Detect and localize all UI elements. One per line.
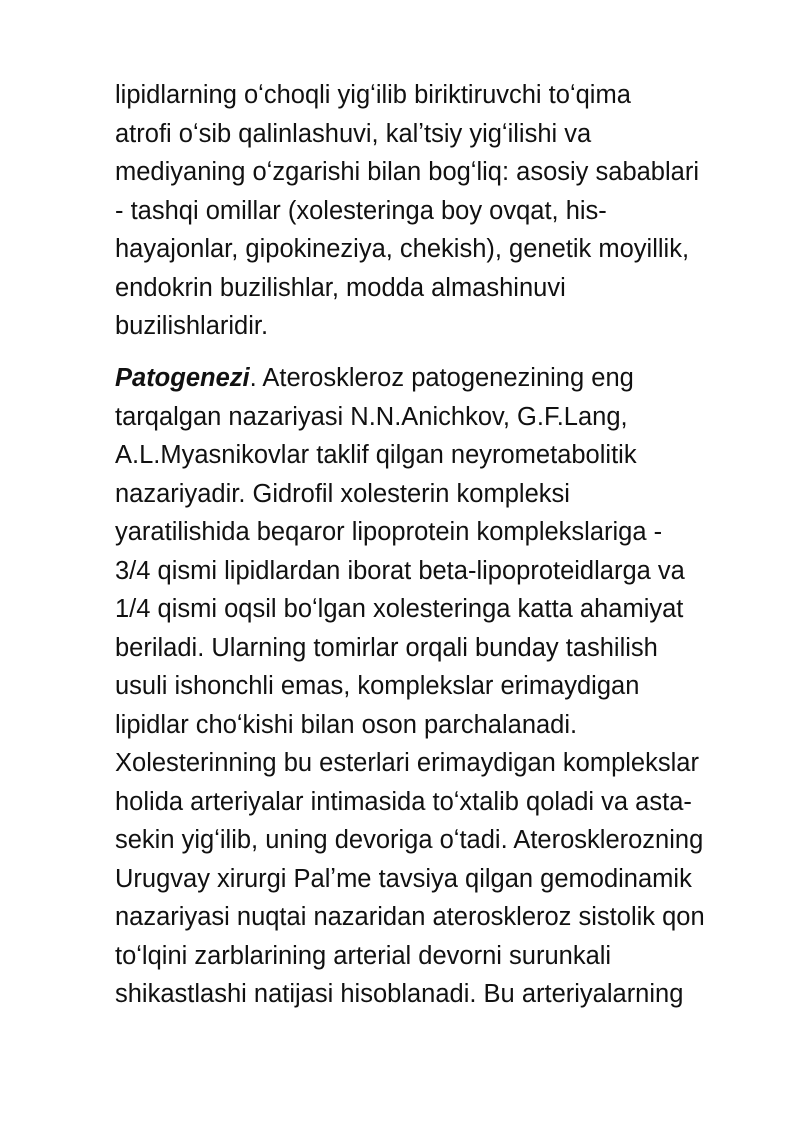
text-line: nazariyadir. Gidrofil xolesterin kompleksi — [115, 479, 570, 508]
text-line: holida arteriyalar intimasida toʻxtalib qoladi va asta- — [115, 787, 692, 816]
text-line: mediyaning oʻzgarishi bilan bogʻliq: asosiy sabablari — [115, 158, 699, 186]
text-line: atrofi oʻsib qalinlashuvi, kalʼtsiy yigʻilishi va — [115, 119, 592, 148]
text-line: Urugvay xirurgi Palʼme tavsiya qilgan gemodinamik — [115, 864, 692, 893]
text-line: Xolesterinning bu esterlari erimaydigan komplekslar — [115, 749, 699, 777]
text-line: 3/4 qismi lipidlardan iborat beta-lipoproteidlarga va — [115, 556, 685, 585]
text-line: endokrin buzilishlar, modda almashinuvi — [115, 273, 566, 302]
first-line-text: . Ateroskleroz patogenezining eng — [249, 364, 634, 392]
text-line: lipidlarning oʻchoqli yigʻilib biriktiruvchi toʻqima — [115, 81, 631, 109]
text-line-first — [115, 359, 755, 398]
text-line: yaratilishida beqaror lipoprotein komplekslariga - — [115, 518, 663, 546]
paragraph-pathogenesis — [115, 359, 755, 1014]
text-line: buzilishlaridir. — [115, 312, 269, 340]
text-line: - tashqi omillar (xolesteringa boy ovqat, his- — [115, 196, 607, 225]
text-line: sekin yigʻilib, uning devoriga oʻtadi. Aterosklerozning — [115, 826, 704, 854]
text-line: shikastlashi natijasi hisoblanadi. Bu arteriyalarning — [115, 980, 684, 1008]
text-line: A.L.Myasnikovlar taklif qilgan neyrometabolitik — [115, 441, 637, 469]
text-line: usuli ishonchli emas, komplekslar erimaydigan — [115, 672, 640, 700]
text-line: toʻlqini zarblarining arterial devorni surunkali — [115, 941, 612, 970]
text-line: tarqalgan nazariyasi N.N.Anichkov, G.F.Lang, — [115, 402, 628, 431]
text-line: hayajonlar, gipokineziya, chekish), genetik moyillik, — [115, 235, 690, 263]
text-line: nazariyasi nuqtai nazaridan ateroskleroz sistolik qon — [115, 903, 705, 931]
paragraph-etiology — [115, 76, 755, 346]
text-line: lipidlar choʻkishi bilan oson parchalanadi. — [115, 710, 578, 739]
section-term: Patogenezi — [115, 364, 250, 392]
text-line: beriladi. Ularning tomirlar orqali bunday tashilish — [115, 633, 658, 662]
text-line: 1/4 qismi oqsil boʻlgan xolesteringa katta ahamiyat — [115, 595, 684, 623]
